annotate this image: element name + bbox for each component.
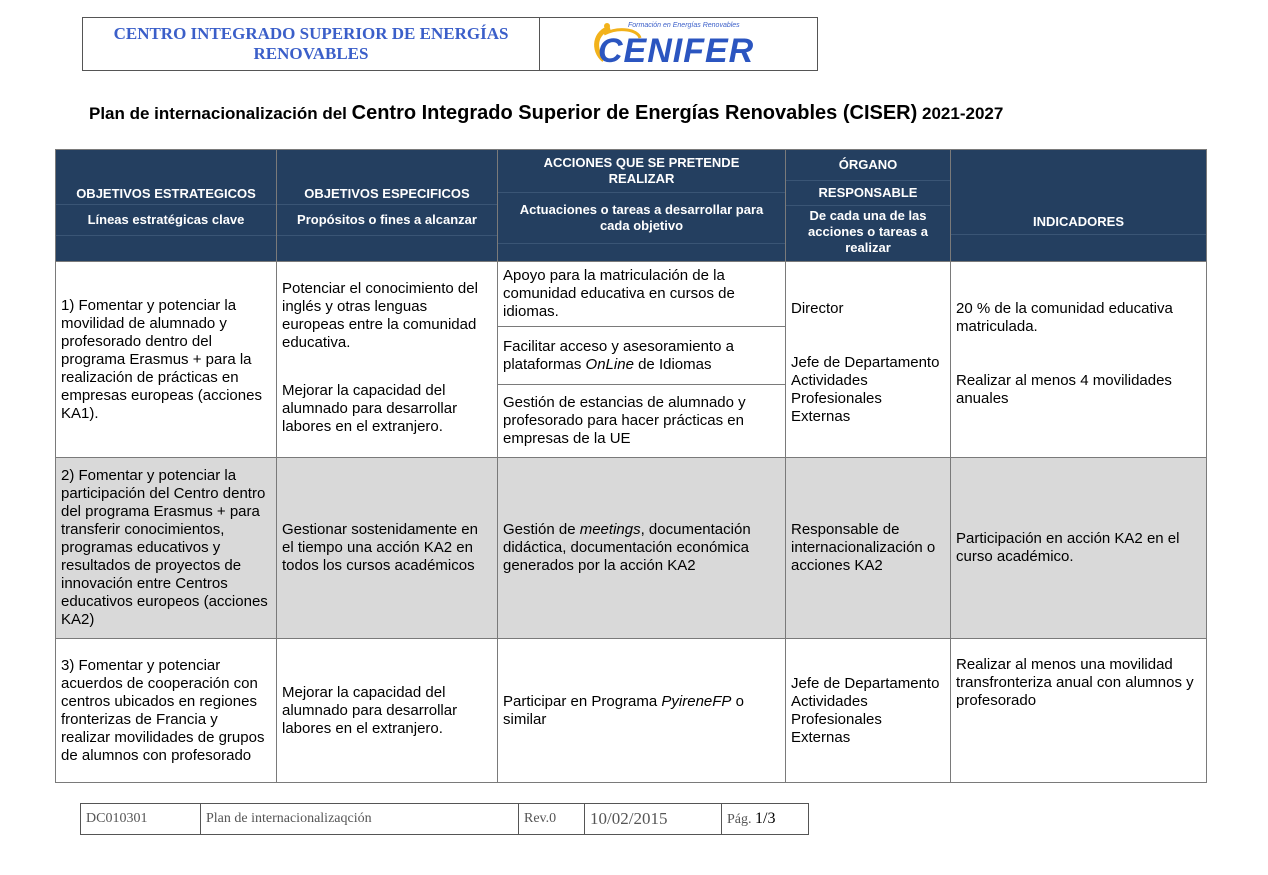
specific-objective-cell: Gestionar sostenidamente en el tiempo una acción KA2 en todos los cursos académicos [277, 458, 498, 639]
document-header [82, 17, 818, 71]
footer-page [722, 804, 809, 835]
strategic-objective-cell: 2) Fomentar y potenciar la participación del Centro dentro del programa Erasmus + para transferir conocimientos, programas educativos y resultados de proyectos de innovación entre Centros educativos europeos (acciones KA2) [56, 458, 277, 639]
title-part1: Plan de internacionalización del [89, 104, 352, 123]
header-actions [498, 150, 786, 262]
header-responsible-sub: De cada una de las acciones o tareas a realizar [808, 208, 928, 255]
footer-doc-code: DC010301 [81, 804, 201, 835]
table-row [56, 458, 1207, 639]
header-actions-sub: Actuaciones o tareas a desarrollar para cada objetivo [498, 193, 785, 244]
footer-date: 10/02/2015 [585, 804, 722, 835]
footer-doc-name: Plan de internacionalizaqción [201, 804, 519, 835]
header-indicators-top: INDICADORES [951, 150, 1206, 235]
responsible-cell: Jefe de Departamento Actividades Profesionales Externas [786, 639, 951, 783]
indicator-1: 20 % de la comunidad educativa matriculada. [956, 300, 1173, 335]
action-emphasis: OnLine [585, 355, 634, 373]
header-responsible-top2: RESPONSABLE [786, 181, 950, 206]
specific-objective-1: Potenciar el conocimiento del inglés y otras lenguas europeas entre la comunidad educativa. [282, 280, 478, 351]
action-text: Participar en Programa [503, 692, 662, 710]
action-emphasis: PyireneFP [661, 692, 732, 710]
header-specific-top: OBJETIVOS ESPECIFICOS [277, 150, 497, 205]
action-item: Apoyo para la matriculación de la comunidad educativa en cursos de idiomas. [498, 262, 785, 327]
org-name-line1: CENTRO INTEGRADO SUPERIOR DE ENERGÍAS [113, 24, 509, 43]
actions-cell [498, 458, 786, 639]
indicator-cell [951, 262, 1207, 458]
specific-objective-2: Mejorar la capacidad del alumnado para desarrollar labores en el extranjero. [282, 382, 458, 435]
header-strategic-sub: Líneas estratégicas clave [56, 205, 276, 236]
document-footer [80, 803, 809, 835]
indicator-2: Realizar al menos 4 movilidades anuales [956, 372, 1172, 407]
strategic-objective-cell: 1) Fomentar y potenciar la movilidad de alumnado y profesorado dentro del programa Erasmus + para la realización de prácticas en empresas europeas (acciones KA1). [56, 262, 277, 458]
action-text: o similar [503, 692, 744, 728]
logo-wordmark: CENIFER [598, 32, 755, 70]
header-strategic-top: OBJETIVOS ESTRATEGICOS [56, 150, 276, 205]
specific-objective-cell [277, 262, 498, 458]
table-row [56, 262, 1207, 458]
actions-cell [498, 262, 786, 458]
action-text: , documentación didáctica, documentación económica generados por la acción KA2 [503, 521, 751, 574]
action-item [498, 327, 785, 385]
action-item: Gestión de estancias de alumnado y profesorado para hacer prácticas en empresas de la UE [503, 394, 746, 447]
header-strategic-objectives [56, 150, 277, 262]
action-text: Facilitar acceso y asesoramiento a plataformas [503, 337, 734, 373]
org-name-line2: RENOVABLES [253, 44, 369, 63]
title-part3: 2021-2027 [917, 104, 1004, 123]
footer-revision: Rev.0 [519, 804, 585, 835]
header-responsible [786, 150, 951, 262]
page-title [89, 102, 1003, 125]
responsible-cell: Responsable de internacionalización o acciones KA2 [786, 458, 951, 639]
responsible-1: Director [791, 300, 844, 317]
logo-area [540, 18, 817, 70]
header-actions-top: ACCIONES QUE SE PRETENDE REALIZAR [498, 150, 785, 193]
cenifer-logo [596, 20, 781, 70]
header-specific-objectives [277, 150, 498, 262]
indicator-cell: Realizar al menos una movilidad transfronteriza anual con alumnos y profesorado [951, 639, 1207, 783]
plan-table [55, 149, 1207, 783]
responsible-cell [786, 262, 951, 458]
indicator-cell: Participación en acción KA2 en el curso académico. [951, 458, 1207, 639]
logo-tagline: Formación en Energías Renovables [628, 22, 740, 29]
header-specific-sub: Propósitos o fines a alcanzar [277, 205, 497, 236]
footer-page-value: 1/3 [755, 810, 776, 827]
action-text: de Idiomas [633, 355, 712, 373]
header-responsible-top1: ÓRGANO [786, 150, 950, 181]
header-indicators [951, 150, 1207, 262]
action-emphasis: meetings [579, 521, 641, 538]
footer-page-label: Pág. [727, 812, 752, 827]
organization-name [83, 18, 540, 70]
strategic-objective-cell: 3) Fomentar y potenciar acuerdos de cooperación con centros ubicados en regiones fronterizas de Francia y realizar movilidades de grupos de alumnos con profesorado [56, 639, 277, 783]
responsible-2: Jefe de Departamento Actividades Profesionales Externas [791, 354, 940, 425]
action-text: Gestión de [503, 521, 580, 538]
specific-objective-cell: Mejorar la capacidad del alumnado para desarrollar labores en el extranjero. [277, 639, 498, 783]
actions-cell [498, 639, 786, 783]
table-row [56, 639, 1207, 783]
title-part2: Centro Integrado Superior de Energías Renovables (CISER) [351, 102, 918, 124]
